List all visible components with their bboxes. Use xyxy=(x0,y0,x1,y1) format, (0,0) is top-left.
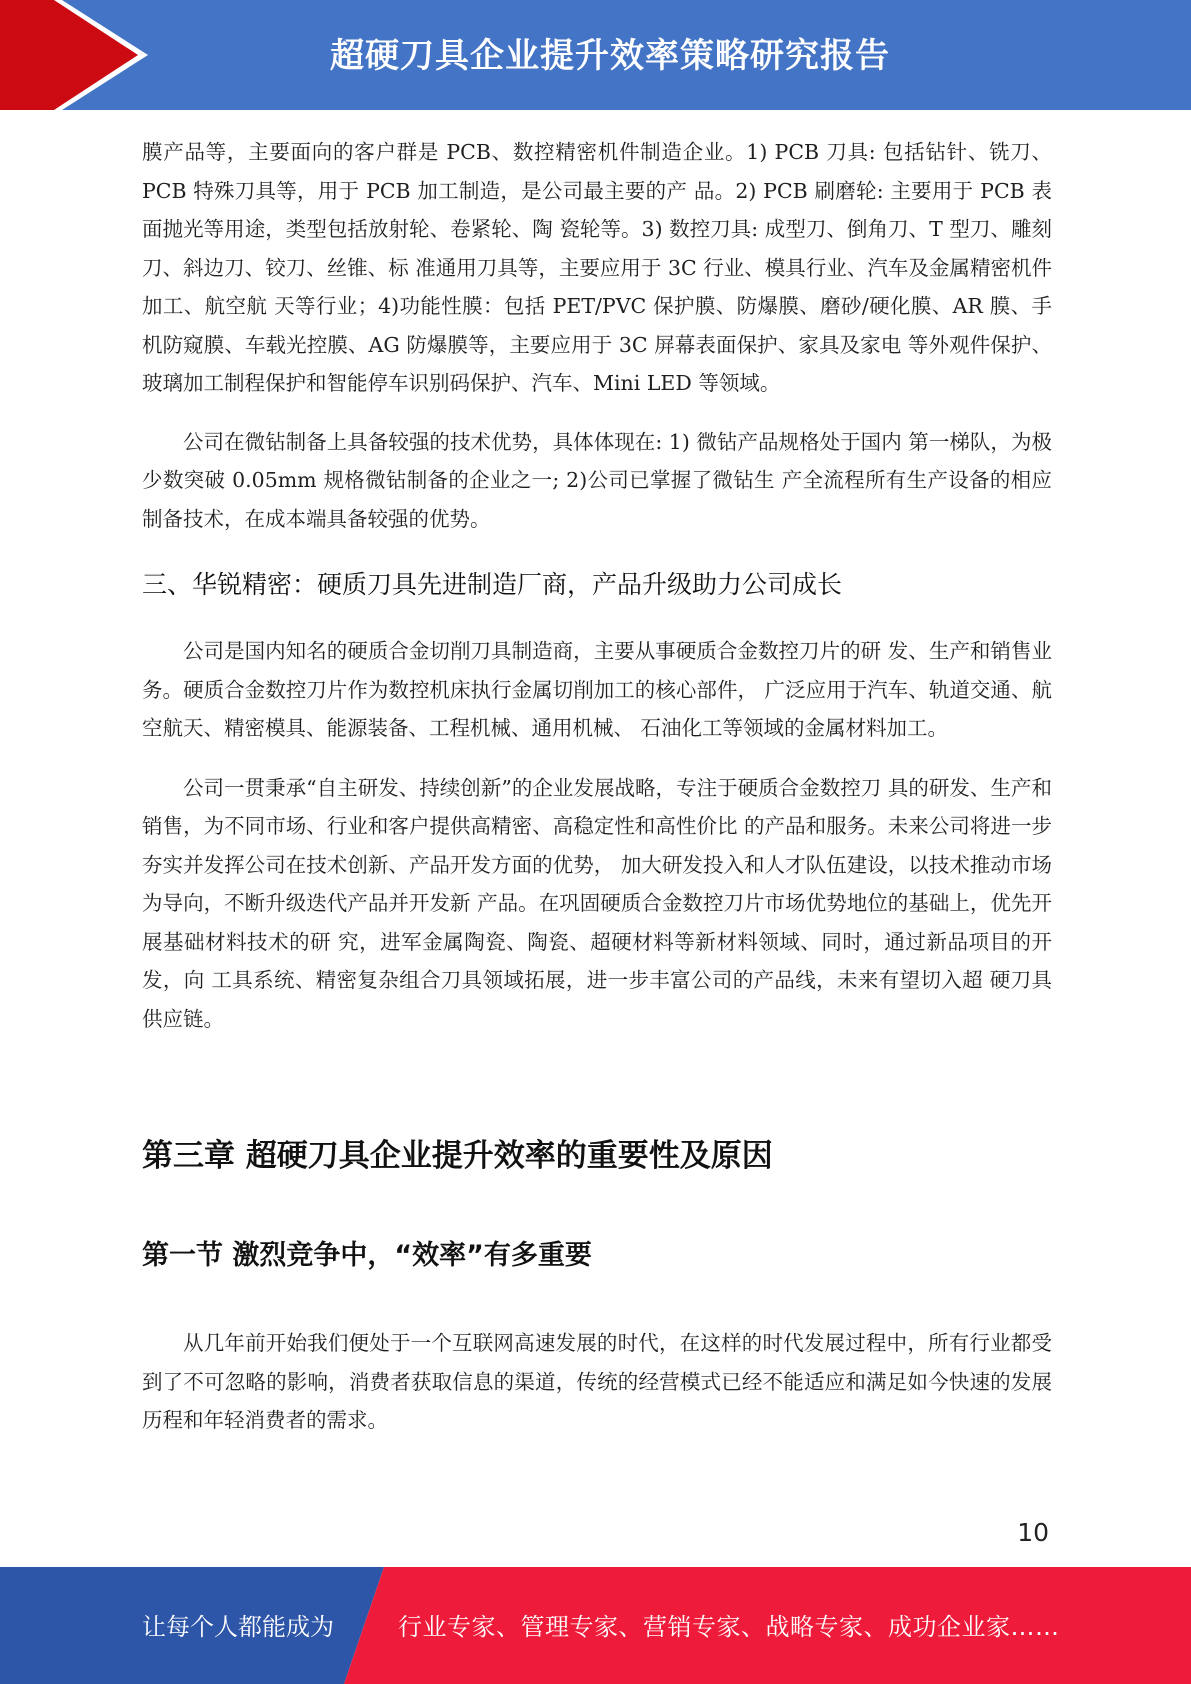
paragraph-huarui-strategy: 公司一贯秉承“自主研发、持续创新”的企业发展战略，专注于硬质合金数控刀 具的研发、生产和销售，为不同市场、行业和客户提供高精密、高稳定性和高性价比 的产品和服务。未来公司将进一步夯实并发挥公司在技术创新、产品开发方面的优势， 加大研发投入和人才队伍建设，以技术推动市场为导向，不断升级迭代产品并开发新 产品。在巩固硬质合金数控刀片市场优势地位的基础上，优先开展基础材料技术的研 究，进军金属陶瓷、陶瓷、超硬材料等新材料领域、同时，通过新品项目的开发，向 工具系统、精密复杂组合刀具领域拓展，进一步丰富公司的产品线，未来有望切入超 硬刀具供应链。 xyxy=(142,775,1052,1031)
paragraph-internet-era: 从几年前开始我们便处于一个互联网高速发展的时代，在这样的时代发展过程中，所有行业都受到了不可忽略的影响，消费者获取信息的渠道，传统的经营模式已经不能适应和满足如今快速的发展历程和年轻消费者的需求。 xyxy=(142,1331,1052,1432)
chapter-heading: 第三章 超硬刀具企业提升效率的重要性及原因 xyxy=(142,1138,773,1174)
header-band xyxy=(0,0,1191,110)
section-heading-huarui: 三、华锐精密：硬质刀具先进制造厂商，产品升级助力公司成长 xyxy=(142,570,843,599)
paragraph-microdrill-advantage: 公司在微钻制备上具备较强的技术优势，具体体现在: 1) 微钻产品规格处于国内 第一梯队，为极少数突破 0.05mm 规格微钻制备的企业之一; 2)公司已掌握了微钻生 产全流程所有生产设备的相应制备技术，在成本端具备较强的优势。 xyxy=(142,429,1052,531)
document-title: 超硬刀具企业提升效率策略研究报告 xyxy=(330,36,890,76)
footer-slogan-roles: 行业专家、管理专家、营销专家、战略专家、成功企业家…… xyxy=(398,1613,1060,1641)
page-content xyxy=(142,133,1052,1440)
paragraph-product-lines: 膜产品等，主要面向的客户群是 PCB、数控精密机件制造企业。1) PCB 刀具: 包括钻针、铣刀、PCB 特殊刀具等，用于 PCB 加工制造，是公司最主要的产 品。2) PCB 刷磨轮: 主要用于 PCB 表面抛光等用途，类型包括放射轮、卷紧轮、陶 瓷轮等。3) 数控刀具: 成型刀、倒角刀、T 型刀、雕刻刀、斜边刀、铰刀、丝锥、标 准通用刀具等，主要应用于 3C 行业、模具行业、汽车及金属精密机件加工、航空航 天等行业；4)功能性膜：包括 PET/PVC 保护膜、防爆膜、磨砂/硬化膜、AR 膜、手 机防窥膜、车载光控膜、AG 防爆膜等，主要应用于 3C 屏幕表面保护、家具及家电 等外观件保护、玻璃加工制程保护和智能停车识别码保护、汽车、Mini LED 等领域。 xyxy=(142,140,1052,395)
footer-slogan-prefix: 让每个人都能成为 xyxy=(142,1613,334,1641)
section-heading-efficiency: 第一节 激烈竞争中，“效率”有多重要 xyxy=(142,1240,592,1271)
paragraph-huarui-intro: 公司是国内知名的硬质合金切削刀具制造商，主要从事硬质合金数控刀片的研 发、生产和销售业务。硬质合金数控刀片作为数控机床执行金属切削加工的核心部件， 广泛应用于汽车、轨道交通、航空航天、精密模具、能源装备、工程机械、通用机械、 石油化工等领域的金属材料加工。 xyxy=(142,639,1052,740)
header-arrow-decoration xyxy=(0,0,160,110)
page-number: 10 xyxy=(1017,1518,1049,1547)
footer-band xyxy=(0,1567,1191,1684)
